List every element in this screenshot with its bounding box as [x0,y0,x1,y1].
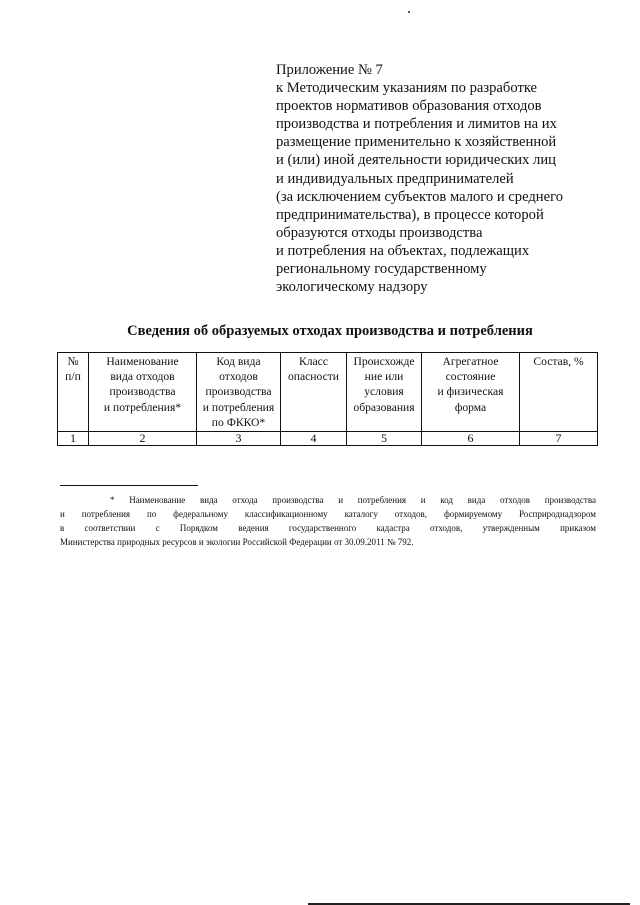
appendix-header [276,61,616,296]
appendix-line: предпринимательства), в процессе которой [276,206,544,223]
col-header-fkko-code: Код вида отходов производства и потребления по ФККО* [197,353,281,432]
footnote-divider [60,485,198,486]
appendix-line: и индивидуальных предпринимателей [276,170,514,187]
column-number-cell: 6 [422,432,520,446]
appendix-line: и потребления на объектах, подлежащих [276,242,530,259]
col-header-waste-name: Наименование вида отходов производства и потребления* [89,353,197,432]
column-number-cell: 1 [58,432,89,446]
scan-speck [408,11,410,13]
table-header-row [58,353,598,432]
appendix-number: Приложение № 7 [276,62,383,78]
col-header-composition: Состав, % [520,353,598,432]
appendix-line: региональному государственному [276,261,487,278]
appendix-line: к Методическим указаниям по разработке [276,80,538,97]
footnote-line: Министерства природных ресурсов и экологии Российской Федерации от 30.09.2011 № 792. [60,537,414,547]
col-header-hazard-class: Класс опасности [281,353,347,432]
appendix-line: производства и потребления и лимитов на их [276,116,557,133]
col-header-number: № п/п [58,353,89,432]
column-number-cell: 4 [281,432,347,446]
appendix-line: проектов нормативов образования отходов [276,98,542,115]
appendix-line: экологическому надзору [276,279,428,296]
appendix-line: образуются отходы производства [276,224,483,241]
footnote-line: и потребления по федеральному классификационному каталогу отходов, формируемому Росприроднадзором [60,509,596,519]
column-number-cell: 3 [197,432,281,446]
appendix-line: размещение применительно к хозяйственной [276,134,557,151]
appendix-line: и (или) иной деятельности юридических лиц [276,152,556,169]
table-row-column-numbers [58,432,598,446]
appendix-line: (за исключением субъектов малого и среднего [276,188,563,205]
col-header-origin: Происхожде ние или условия образования [347,353,422,432]
footnote [60,493,596,549]
column-number-cell: 7 [520,432,598,446]
footnote-line: в соответствии с Порядком ведения государственного кадастра отходов, утвержденным приказом [60,523,596,533]
footnote-line: * Наименование вида отхода производства и потребления и код вида отходов производства [110,495,596,505]
document-title: Сведения об образуемых отходах производства и потребления [127,323,533,339]
waste-info-table [57,352,598,446]
col-header-aggregate-state: Агрегатное состояние и физическая форма [422,353,520,432]
column-number-cell: 5 [347,432,422,446]
column-number-cell: 2 [89,432,197,446]
